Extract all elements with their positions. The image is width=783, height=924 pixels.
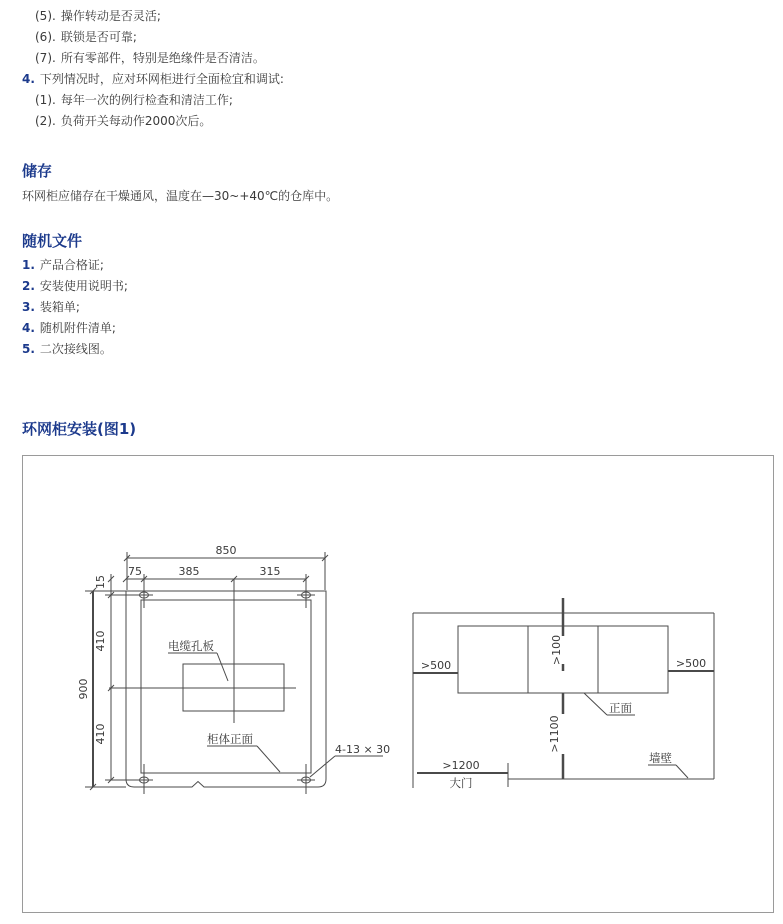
item-text: 所有零部件，特别是绝缘件是否清洁。	[60, 51, 265, 65]
document-item	[22, 342, 112, 357]
item-text: 装箱单;	[39, 300, 80, 314]
checklist-item	[35, 51, 265, 66]
item-text: 二次接线图。	[39, 342, 112, 356]
dim-850: 850	[215, 544, 237, 557]
item-marker: (5).	[35, 9, 56, 23]
section-title-installation: 环网柜安装(图1)	[22, 420, 137, 438]
item-marker: (1).	[35, 93, 56, 107]
item-number: 5.	[22, 342, 35, 356]
dim-900: 900	[77, 678, 90, 700]
item-text: 操作转动是否灵活;	[60, 9, 161, 23]
figure1-drawing	[23, 456, 773, 912]
item-text: 联锁是否可靠;	[60, 30, 137, 44]
item-number: 3.	[22, 300, 35, 314]
item-text: 安装使用说明书;	[39, 279, 128, 293]
item-marker: (6).	[35, 30, 56, 44]
checklist-item	[35, 93, 233, 108]
cabinet-front-label: 柜体正面	[207, 732, 253, 746]
wall-label: 墙壁	[649, 751, 672, 765]
item-marker: (2).	[35, 114, 56, 128]
item-text: 负荷开关每动作2000次后。	[60, 114, 212, 128]
document-item	[22, 258, 104, 273]
door-width: >1200	[442, 759, 480, 772]
section-title-storage: 储存	[22, 162, 53, 180]
item-text: 产品合格证;	[39, 258, 104, 272]
door-label: 大门	[449, 776, 473, 790]
front-label: 正面	[609, 701, 632, 715]
checklist-item	[35, 9, 161, 24]
storage-body: 环网柜应储存在干燥通风，温度在—30~+40℃的仓库中。	[22, 189, 339, 203]
document-item	[22, 279, 128, 294]
item-marker: 4.	[22, 72, 35, 86]
clearance-left: >500	[420, 659, 452, 672]
checklist-item	[35, 114, 211, 129]
item-number: 4.	[22, 321, 35, 335]
dim-410-upper: 410	[94, 630, 107, 652]
hole-spec-label: 4-13 × 30	[335, 743, 391, 756]
checklist-item	[35, 30, 137, 45]
dim-385: 385	[178, 565, 200, 578]
checklist-item	[22, 72, 284, 87]
cable-plate-label: 电缆孔板	[168, 639, 214, 653]
item-number: 2.	[22, 279, 35, 293]
clearance-right: >500	[675, 657, 707, 670]
dim-75: 75	[128, 565, 142, 578]
item-text: 下列情况时，应对环网柜进行全面检宜和调试:	[39, 72, 284, 86]
document-item	[22, 300, 80, 315]
dim-410-lower: 410	[94, 723, 107, 745]
clearance-back: >100	[550, 634, 563, 666]
dim-15: 15	[94, 575, 107, 589]
dim-315: 315	[259, 565, 281, 578]
item-text: 每年一次的例行检查和清洁工作;	[60, 93, 233, 107]
cabinet-row	[458, 626, 668, 693]
clearance-front: >1100	[548, 715, 561, 753]
document-item	[22, 321, 116, 336]
item-text: 随机附件清单;	[39, 321, 116, 335]
item-number: 1.	[22, 258, 35, 272]
section-title-documents: 随机文件	[22, 232, 83, 250]
figure1-frame	[22, 455, 774, 913]
item-marker: (7).	[35, 51, 56, 65]
cabinet-outline	[126, 591, 326, 787]
cabinet-inner-panel	[141, 600, 311, 773]
